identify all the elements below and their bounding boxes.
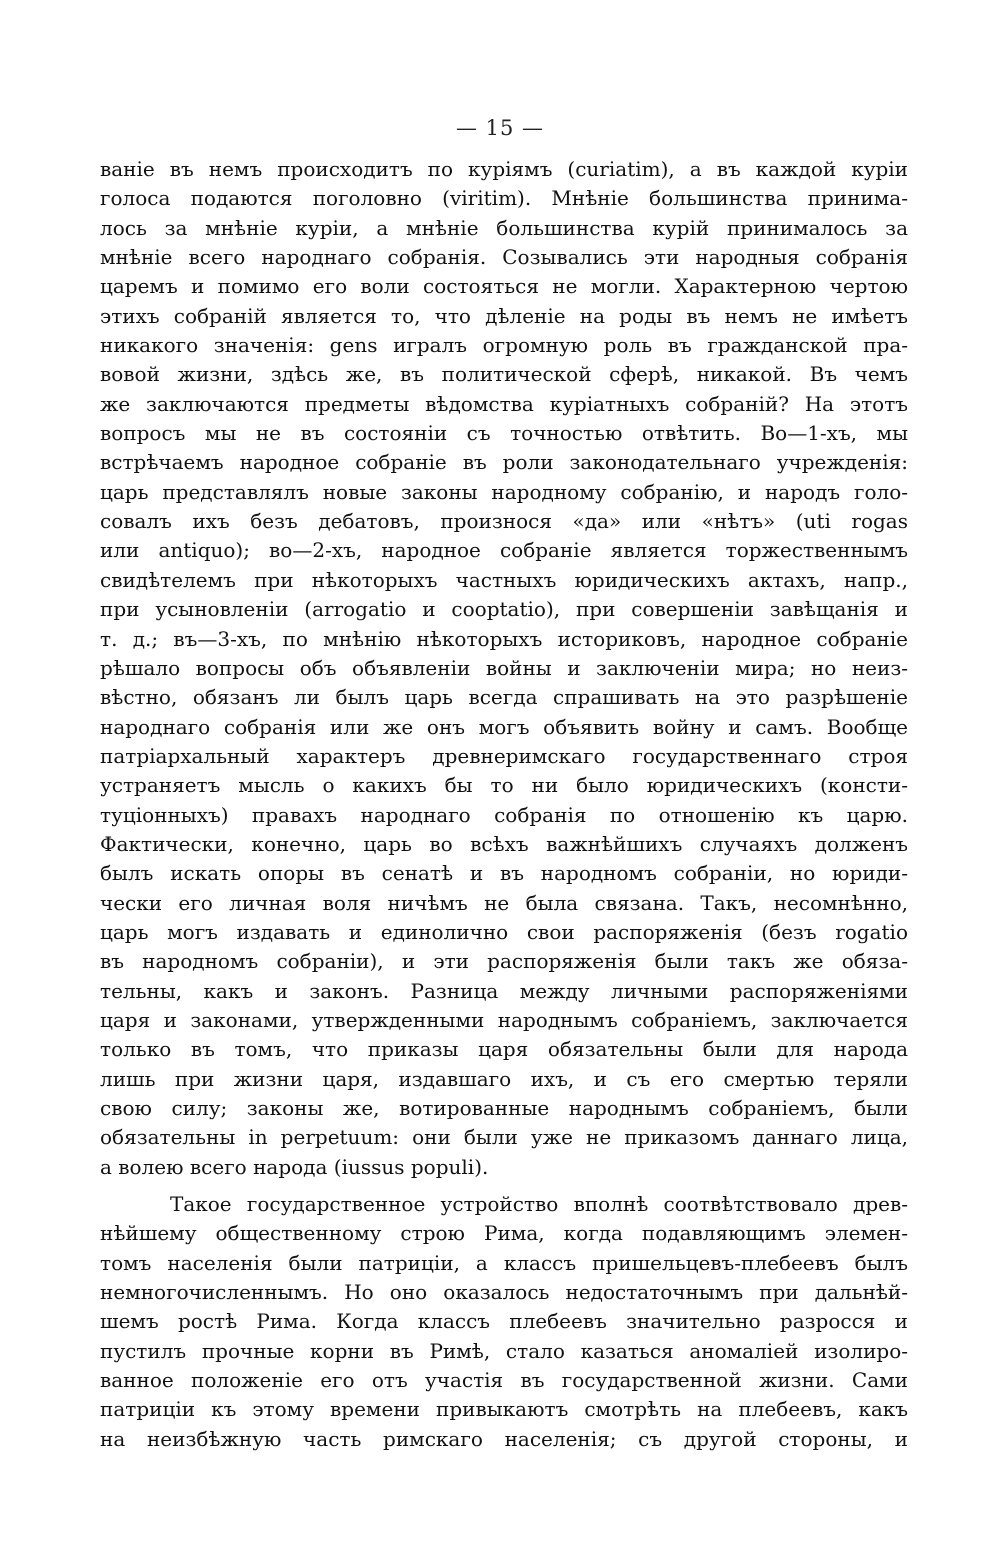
text-line: или antiquo); во—2-хъ, народное собраніе является торжественнымъ (100, 538, 908, 563)
text-line: этихъ собраній является то, что дѣленіе на роды въ немъ не имѣетъ (100, 303, 908, 328)
text-line: немногочисленнымъ. Но оно оказалось недостаточнымъ при дальнѣй- (100, 1280, 908, 1305)
text-line: рѣшало вопросы объ объявленіи войны и заключеніи мира; но неиз- (100, 655, 908, 680)
text-line: обязательны in perpetuum: они были уже не приказомъ даннаго лица, (100, 1125, 908, 1150)
text-line: встрѣчаемъ народное собраніе въ роли законодательнаго учрежденія: (100, 450, 908, 475)
text-line: царь представлялъ новые законы народному собранію, и народъ голо- (100, 479, 908, 504)
paragraph-2 (100, 1190, 908, 1454)
text-line: мнѣніе всего народнаго собранія. Созывались эти народныя собранія (100, 245, 908, 270)
text-line: патриціи къ этому времени привыкаютъ смотрѣть на плебеевъ, какъ (100, 1397, 908, 1422)
text-line: Такое государственное устройство вполнѣ соотвѣтствовало древ- (170, 1192, 908, 1217)
text-line: нѣйшему общественному строю Рима, когда подавляющимъ элемен- (100, 1221, 908, 1246)
text-line: патріархальный характеръ древнеримскаго государственнаго строя (100, 743, 908, 768)
text-line: ваніе въ немъ происходитъ по куріямъ (curiatim), а въ каждой куріи (100, 157, 908, 181)
text-line: народнаго собранія или же онъ могъ объявить войну и самъ. Вообще (100, 714, 908, 739)
text-line: лишь при жизни царя, издавшаго ихъ, и съ его смертью теряли (100, 1066, 908, 1091)
paragraph-gap (100, 1182, 908, 1190)
text-line: былъ искать опоры въ сенатѣ и въ народномъ собраніи, но юриди- (100, 861, 908, 886)
text-line: только въ томъ, что приказы царя обязательны были для народа (100, 1037, 908, 1062)
text-line: свидѣтелемъ при нѣкоторыхъ частныхъ юридическихъ актахъ, напр., (100, 567, 908, 592)
text-line: пустилъ прочные корни въ Римѣ, стало казаться аномаліей изолиро- (100, 1338, 908, 1363)
text-line: лось за мнѣніе куріи, а мнѣніе большинства курій принималось за (100, 215, 908, 240)
text-line: ванное положеніе его отъ участія въ государственной жизни. Сами (100, 1368, 908, 1393)
text-line: свою силу; законы же, вотированные народнымъ собраніемъ, были (100, 1096, 908, 1120)
text-line: тельны, какъ и законъ. Разница между личными распоряженіями (100, 978, 908, 1003)
text-line: царь могъ издавать и единолично свои распоряженія (безъ rogatio (100, 919, 908, 944)
text-line: вопросъ мы не въ состояніи съ точностью отвѣтить. Во—1-хъ, мы (100, 421, 908, 446)
text-line: совалъ ихъ безъ дебатовъ, произнося «да» или «нѣтъ» (uti rogas (100, 509, 908, 534)
text-line: въ народномъ собраніи), и эти распоряженія были такъ же обяза- (100, 949, 908, 974)
text-line: устраняетъ мысль о какихъ бы то ни было юридическихъ (консти- (100, 773, 908, 798)
text-line: на неизбѣжную часть римскаго населенія; съ другой стороны, и (100, 1426, 908, 1451)
text-line: вѣстно, обязанъ ли былъ царь всегда спрашивать на это разрѣшеніе (100, 685, 908, 710)
text-line: Фактически, конечно, царь во всѣхъ важнѣйшихъ случаяхъ долженъ (100, 831, 908, 856)
page-number: — 15 — (455, 116, 545, 140)
text-line: никакого значенія: gens игралъ огромную роль въ гражданской пра- (100, 333, 908, 358)
text-body (100, 155, 908, 1454)
text-line: вовой жизни, здѣсь же, въ политической сферѣ, никакой. Въ чемъ (100, 362, 908, 387)
text-line: туціонныхъ) правахъ народнаго собранія по отношенію къ царю. (100, 802, 908, 827)
text-line: шемъ ростѣ Рима. Когда классъ плебеевъ значительно разросся и (100, 1309, 908, 1334)
text-line: же заключаются предметы вѣдомства куріатныхъ собраній? На этотъ (100, 391, 908, 416)
text-line: царя и законами, утвержденными народнымъ собраніемъ, заключается (100, 1007, 908, 1032)
text-line: т. д.; въ—3-хъ, по мнѣнію нѣкоторыхъ историковъ, народное собраніе (100, 626, 908, 651)
paragraph-1 (100, 155, 908, 1182)
text-line: царемъ и помимо его воли состояться не могли. Характерною чертою (100, 274, 908, 299)
text-line: голоса подаются поголовно (viritim). Мнѣніе большинства принима- (100, 186, 908, 211)
text-line: чески его личная воля ничѣмъ не была связана. Такъ, несомнѣнно, (100, 890, 908, 915)
text-line: при усыновленіи (arrogatio и cooptatio), при совершеніи завѣщанія и (100, 597, 908, 622)
text-line: томъ населенія были патриціи, а классъ пришельцевъ-плебеевъ былъ (100, 1250, 908, 1275)
text-line: а волею всего народа (iussus populi). (100, 1154, 489, 1179)
